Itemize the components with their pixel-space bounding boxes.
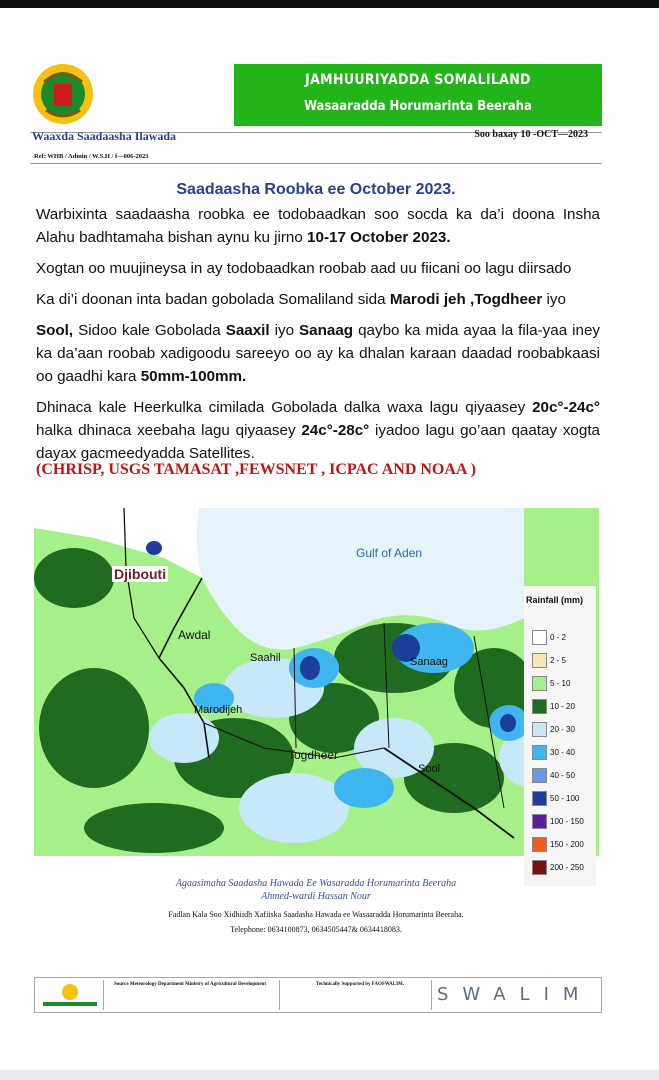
map-label-saahil: Saahil <box>250 652 281 664</box>
region-name: Sanaag <box>299 322 354 339</box>
map-label-marodijeh: Marodijeh <box>194 704 243 716</box>
region-name: Sool, <box>36 322 74 339</box>
director-title: Agaasimaha Saadasha Hawada Ee Wasaradda Horumarinta Beeraha <box>175 878 457 889</box>
issue-date: Soo baxay 10 -OCT—2023 <box>474 129 588 140</box>
map-label-sool: Sool <box>418 763 441 775</box>
text: qaybo ka mida ayaa la fila-yaa iney ka da’aan roobab xadigoodu sareeyo oo ay ka dhalan karaan daadad roobabkaasi oo gaadhi kara <box>36 322 600 385</box>
ministry-banner <box>234 64 602 126</box>
ministry-name: Wasaaradda Horumarinta Beeraha <box>304 99 532 114</box>
legend-swatch <box>532 814 547 829</box>
bulletin-body <box>36 203 600 473</box>
legend-label: 0 - 2 <box>550 633 567 642</box>
map-label-gulf: Gulf of Aden <box>356 546 423 560</box>
text: Ka di’i doonan inta badan gobolada Somaliland sida <box>36 291 390 308</box>
contact-note: Fadlan Kala Soo Xidhiidh Xafiiska Saadasha Hawada ee Wasaaradda Horumarinta Beeraha. <box>168 910 464 919</box>
emblem-icon <box>32 62 94 126</box>
legend-swatch <box>532 653 547 668</box>
inland-temperature: 20c°-24c° <box>532 399 600 416</box>
legend-title: Rainfall (mm) <box>526 595 584 605</box>
divider <box>431 980 432 1010</box>
divider <box>30 163 602 164</box>
region-names: Marodi jeh ,Togdheer <box>389 291 543 308</box>
legend-swatch <box>532 791 547 806</box>
legend-label: 2 - 5 <box>550 656 567 665</box>
paragraph-temperature <box>36 396 600 465</box>
legend-swatch <box>532 860 547 875</box>
source-department: Source Meteorology Department Ministry of Agricultural Development <box>113 982 266 987</box>
legend-swatch <box>532 837 547 852</box>
text: iyadoo lagu go’aan qaatay xogta dayax gacmeedyadda Satellites. <box>36 422 600 462</box>
date-range: 10-17 October 2023. <box>307 229 451 246</box>
divider <box>279 980 280 1010</box>
coastal-temperature: 24c°-28c° <box>301 422 370 439</box>
footer-note <box>30 878 602 934</box>
legend-swatch <box>532 745 547 760</box>
legend-label: 100 - 150 <box>550 817 584 826</box>
telephone-numbers: Telephone: 0634100873, 0634505447& 0634418083. <box>230 925 402 934</box>
legend-swatch <box>532 676 547 691</box>
paragraph-intro <box>36 203 600 249</box>
legend-label: 50 - 100 <box>550 794 580 803</box>
legend-label: 10 - 20 <box>550 702 575 711</box>
region-name: Saaxil <box>225 322 270 339</box>
legend-swatch <box>532 768 547 783</box>
rainfall-legend <box>524 586 596 886</box>
rainfall-map <box>34 508 599 856</box>
text: Dhinaca kale Heerkulka cimilada Gobolada dalka waxa lagu qiyaasey <box>36 399 533 416</box>
legend-swatch <box>532 722 547 737</box>
legend-label: 150 - 200 <box>550 840 584 849</box>
map-label-djibouti: Djibouti <box>114 566 167 582</box>
map-label-sanaag: Sanaag <box>410 656 448 668</box>
ministry-logo-icon <box>37 980 104 1010</box>
legend-label: 5 - 10 <box>550 679 571 688</box>
bottom-bar <box>0 1070 659 1080</box>
data-sources: (CHRISP, USGS TAMASAT ,FEWSNET , ICPAC AND NOAA ) <box>36 461 476 478</box>
legend-label: 200 - 250 <box>550 863 584 872</box>
country-name: JAMHUURIYADDA SOMALILAND <box>305 72 531 88</box>
meta-row <box>30 129 602 160</box>
rainfall-map-graphic <box>34 508 599 856</box>
paragraph-regions <box>36 288 600 311</box>
department-name: Waaxda Saadaasha Ilawada <box>32 129 177 143</box>
text: iyo <box>542 291 566 308</box>
legend-label: 40 - 50 <box>550 771 575 780</box>
bulletin-title: Saadaasha Roobka ee October 2023. <box>176 181 456 198</box>
text: iyo <box>269 322 300 339</box>
top-bar <box>0 0 659 8</box>
technical-support: Technically Supported by FAOSWALIM. <box>315 982 405 987</box>
reference-number: Ref: WHB / Admin / W.S.H / f—006-2023 <box>34 153 149 160</box>
credits-strip <box>34 977 602 1013</box>
map-label-togdheer: Togdheer <box>288 748 339 762</box>
legend-label: 20 - 30 <box>550 725 575 734</box>
legend-label: 30 - 40 <box>550 748 575 757</box>
text: Warbixinta saadaasha roobka ee todobaadkan soo socda ka da’i doona Insha Alahu badhtamaha bishan aynu ku jirno <box>36 206 600 246</box>
rainfall-amount: 50mm-100mm. <box>140 368 247 385</box>
director-name: Ahmed-wardi Hassan Nour <box>261 891 371 902</box>
header <box>30 62 602 130</box>
swalim-logo: SWALIM <box>437 984 593 1005</box>
text: halka dhinaca xeebaha lagu qiyaasey <box>36 422 302 439</box>
legend-swatch <box>532 630 547 645</box>
text: Xogtan oo muujineysa in ay todobaadkan roobab aad uu fiicani oo lagu diirsado <box>36 260 572 277</box>
text: Sidoo kale Gobolada <box>73 322 226 339</box>
map-label-awdal: Awdal <box>178 628 211 642</box>
paragraph-forecast <box>36 257 600 280</box>
paragraph-amounts <box>36 319 600 388</box>
legend-swatch <box>532 699 547 714</box>
